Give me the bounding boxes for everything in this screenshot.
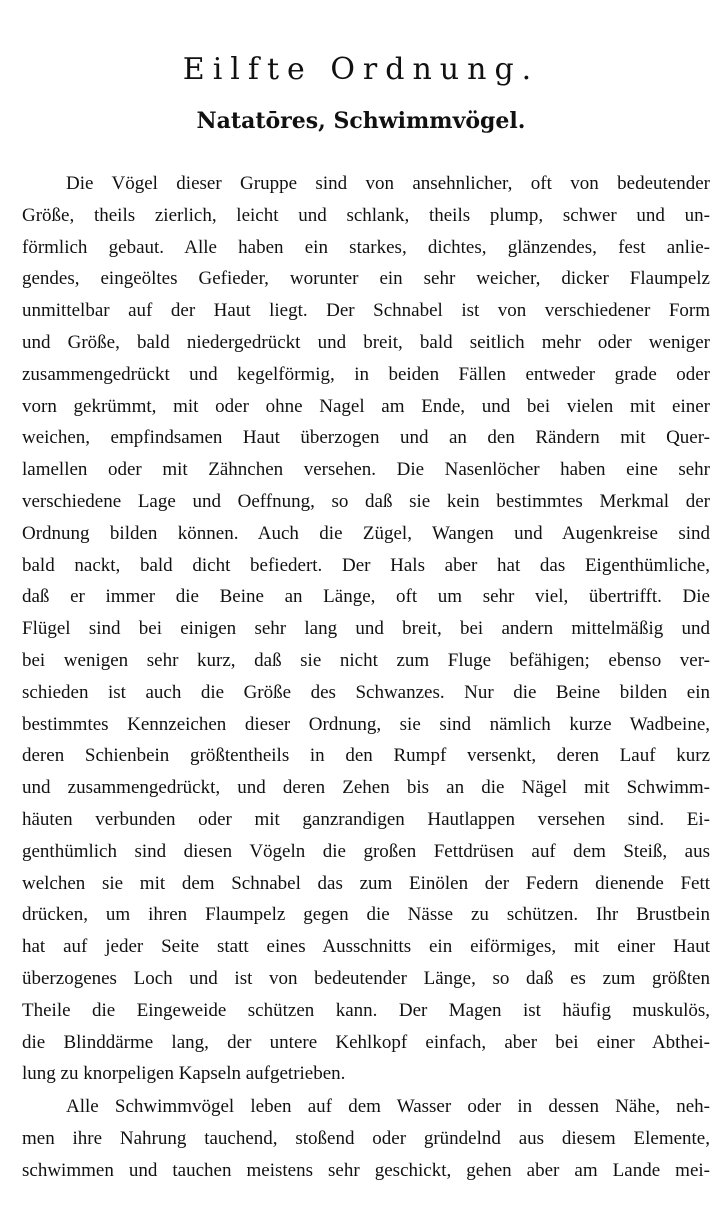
text-line: vorn gekrümmt, mit oder ohne Nagel am Ende, und bei vielen mit einer [22, 395, 710, 417]
text-line: drücken, um ihren Flaumpelz gegen die Nässe zu schützen. Ihr Brustbein [22, 904, 710, 926]
text-line: Die Vögel dieser Gruppe sind von ansehnlicher, oft von bedeutender [66, 173, 710, 194]
text-line: weichen, empfindsamen Haut überzogen und an den Rändern mit Quer- [22, 427, 710, 449]
text-line: bald nackt, bald dicht befiedert. Der Hals aber hat das Eigenthümliche, [22, 554, 710, 576]
text-line: verschiedene Lage und Oeffnung, so daß sie kein bestimmtes Merkmal der [22, 490, 710, 512]
text-line: lung zu knorpeligen Kapseln aufgetrieben. [22, 1063, 346, 1085]
text-line: bei wenigen sehr kurz, daß sie nicht zum Fluge befähigen; ebenso ver- [22, 649, 710, 671]
text-line: men ihre Nahrung tauchend, stoßend oder gründelnd aus diesem Elemente, [22, 1127, 710, 1149]
text-line: Größe, theils zierlich, leicht und schlank, theils plump, schwer und un- [22, 204, 710, 226]
order-subheading: Natatōres, Schwimmvögel. [196, 108, 526, 134]
text-line: gendes, eingeöltes Gefieder, worunter ein sehr weicher, dicker Flaumpelz [22, 268, 710, 290]
paragraph-1 [22, 168, 710, 1090]
text-line: schieden ist auch die Größe des Schwanzes. Nur die Beine bilden ein [22, 681, 710, 703]
text-line: daß er immer die Beine an Länge, oft um sehr viel, übertrifft. Die [22, 586, 710, 608]
text-line: und zusammengedrückt, und deren Zehen bis an die Nägel mit Schwimm- [22, 777, 710, 799]
paragraph-2 [22, 1091, 710, 1186]
text-line: deren Schienbein größtentheils in den Rumpf versenkt, deren Lauf kurz [22, 745, 710, 767]
text-line: Ordnung bilden können. Auch die Zügel, Wangen und Augenkreise sind [22, 522, 710, 544]
text-line: genthümlich sind diesen Vögeln die großen Fettdrüsen auf dem Steiß, aus [22, 840, 710, 862]
text-line: welchen sie mit dem Schnabel das zum Einölen der Federn dienende Fett [22, 872, 710, 894]
text-line: Theile die Eingeweide schützen kann. Der Magen ist häufig muskulös, [22, 999, 710, 1021]
text-line: hat auf jeder Seite statt eines Ausschnitts ein eiförmiges, mit einer Haut [22, 936, 710, 958]
text-line: häuten verbunden oder mit ganzrandigen Hautlappen versehen sind. Ei- [22, 808, 710, 830]
text-line: schwimmen und tauchen meistens sehr geschickt, gehen aber am Lande mei- [22, 1159, 710, 1181]
text-line: lamellen oder mit Zähnchen versehen. Die Nasenlöcher haben eine sehr [22, 459, 710, 481]
text-line: unmittelbar auf der Haut liegt. Der Schnabel ist von verschiedener Form [22, 300, 710, 322]
text-line: zusammengedrückt und kegelförmig, in beiden Fällen entweder grade oder [22, 363, 710, 385]
text-line: Flügel sind bei einigen sehr lang und breit, bei andern mittelmäßig und [22, 618, 710, 640]
text-line: förmlich gebaut. Alle haben ein starkes, dichtes, glänzendes, fest anlie- [22, 236, 710, 258]
text-line: bestimmtes Kennzeichen dieser Ordnung, sie sind nämlich kurze Wadbeine, [22, 713, 710, 735]
text-line: Alle Schwimmvögel leben auf dem Wasser oder in dessen Nähe, neh- [66, 1096, 710, 1117]
text-line: und Größe, bald niedergedrückt und breit, bald seitlich mehr oder weniger [22, 331, 710, 353]
text-line: überzogenes Loch und ist von bedeutender Länge, so daß es zum größten [22, 967, 710, 989]
order-heading: Eilfte Ordnung. [182, 52, 540, 87]
text-line: die Blinddärme lang, der untere Kehlkopf einfach, aber bei einer Abthei- [22, 1031, 710, 1053]
